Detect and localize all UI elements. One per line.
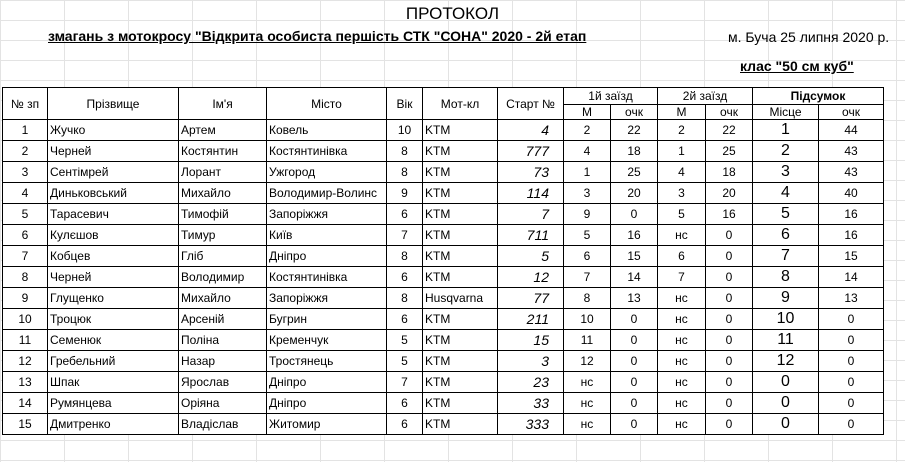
row-race2-place: нс (658, 393, 706, 414)
row-surname: Черней (48, 141, 179, 162)
row-race1-place: нс (564, 414, 611, 435)
row-race2-points: 22 (706, 120, 753, 141)
row-name: Поліна (179, 330, 267, 351)
col-total: Підсумок (753, 88, 884, 105)
row-city: Житомир (267, 414, 387, 435)
row-age: 6 (387, 414, 423, 435)
row-num: 1 (3, 120, 48, 141)
row-age: 8 (387, 246, 423, 267)
row-final-place: 8 (753, 267, 819, 288)
row-race2-points: 16 (706, 204, 753, 225)
row-city: Запоріжжя (267, 204, 387, 225)
row-final-place: 2 (753, 141, 819, 162)
row-race1-points: 0 (611, 204, 658, 225)
table-row (3, 330, 884, 351)
row-start-number: 7 (498, 204, 564, 225)
row-age: 6 (387, 393, 423, 414)
table-row (3, 372, 884, 393)
row-race1-points: 0 (611, 330, 658, 351)
row-moto: KTM (423, 351, 498, 372)
row-total-points: 13 (819, 288, 884, 309)
row-race2-place: нс (658, 288, 706, 309)
row-moto: KTM (423, 309, 498, 330)
row-moto: KTM (423, 141, 498, 162)
row-total-points: 16 (819, 204, 884, 225)
row-final-place: 3 (753, 162, 819, 183)
row-race1-points: 16 (611, 225, 658, 246)
row-num: 6 (3, 225, 48, 246)
row-city: Бугрин (267, 309, 387, 330)
row-name: Владіслав (179, 414, 267, 435)
row-surname: Дмитренко (48, 414, 179, 435)
row-num: 2 (3, 141, 48, 162)
row-start-number: 73 (498, 162, 564, 183)
row-city: Ужгород (267, 162, 387, 183)
row-num: 11 (3, 330, 48, 351)
row-race1-place: 10 (564, 309, 611, 330)
row-city: Дніпро (267, 372, 387, 393)
row-start-number: 711 (498, 225, 564, 246)
table-row (3, 225, 884, 246)
row-race2-place: 1 (658, 141, 706, 162)
table-row (3, 351, 884, 372)
row-num: 7 (3, 246, 48, 267)
row-name: Назар (179, 351, 267, 372)
col-city: Місто (267, 88, 387, 120)
row-race1-points: 0 (611, 393, 658, 414)
col-age: Вік (387, 88, 423, 120)
row-moto: KTM (423, 330, 498, 351)
row-start-number: 77 (498, 288, 564, 309)
row-race1-points: 14 (611, 267, 658, 288)
row-final-place: 9 (753, 288, 819, 309)
row-race2-place: нс (658, 414, 706, 435)
row-start-number: 3 (498, 351, 564, 372)
row-race2-place: нс (658, 330, 706, 351)
row-moto: KTM (423, 372, 498, 393)
row-race1-points: 0 (611, 351, 658, 372)
table-row (3, 393, 884, 414)
row-race1-points: 13 (611, 288, 658, 309)
row-city: Тростянець (267, 351, 387, 372)
row-surname: Шпак (48, 372, 179, 393)
row-race1-place: 8 (564, 288, 611, 309)
row-surname: Черней (48, 267, 179, 288)
row-name: Тимур (179, 225, 267, 246)
row-surname: Диньковський (48, 183, 179, 204)
page-title: ПРОТОКОЛ (405, 4, 500, 23)
row-race1-place: 12 (564, 351, 611, 372)
row-num: 3 (3, 162, 48, 183)
row-total-points: 43 (819, 141, 884, 162)
col-total-pts: очк (819, 105, 884, 120)
row-moto: Husqvarna (423, 288, 498, 309)
row-surname: Кулєшов (48, 225, 179, 246)
row-city: Київ (267, 225, 387, 246)
row-final-place: 5 (753, 204, 819, 225)
col-race2-pts: очк (706, 105, 753, 120)
row-race2-points: 0 (706, 372, 753, 393)
row-moto: KTM (423, 204, 498, 225)
row-race2-points: 0 (706, 309, 753, 330)
row-race1-points: 15 (611, 246, 658, 267)
row-surname: Семенюк (48, 330, 179, 351)
row-surname: Гребельний (48, 351, 179, 372)
row-moto: KTM (423, 225, 498, 246)
row-total-points: 16 (819, 225, 884, 246)
row-race2-points: 0 (706, 351, 753, 372)
row-name: Костянтин (179, 141, 267, 162)
row-city: Запоріжжя (267, 288, 387, 309)
row-surname: Румянцева (48, 393, 179, 414)
row-age: 8 (387, 288, 423, 309)
row-moto: KTM (423, 393, 498, 414)
row-race2-place: нс (658, 351, 706, 372)
table-row (3, 141, 884, 162)
date-place: м. Буча 25 липня 2020 р. (728, 29, 890, 45)
row-race2-points: 0 (706, 330, 753, 351)
row-num: 8 (3, 267, 48, 288)
col-start: Старт № (498, 88, 564, 120)
table-row (3, 246, 884, 267)
row-race1-points: 0 (611, 372, 658, 393)
row-race2-place: 2 (658, 120, 706, 141)
row-name: Володимир (179, 267, 267, 288)
row-city: Дніпро (267, 393, 387, 414)
row-final-place: 10 (753, 309, 819, 330)
row-race2-place: 5 (658, 204, 706, 225)
row-age: 6 (387, 204, 423, 225)
row-moto: KTM (423, 183, 498, 204)
row-race2-place: нс (658, 225, 706, 246)
table-row (3, 183, 884, 204)
table-row (3, 162, 884, 183)
row-city: Кременчук (267, 330, 387, 351)
row-race2-place: нс (658, 372, 706, 393)
row-race2-place: 7 (658, 267, 706, 288)
col-total-place: Місце (753, 105, 819, 120)
table-row (3, 414, 884, 435)
row-surname: Глущенко (48, 288, 179, 309)
row-age: 8 (387, 162, 423, 183)
row-final-place: 6 (753, 225, 819, 246)
col-race2: 2й заїзд (658, 88, 753, 105)
row-city: Костянтинівка (267, 141, 387, 162)
row-name: Лорант (179, 162, 267, 183)
col-race2-m: М (658, 105, 706, 120)
row-age: 5 (387, 351, 423, 372)
row-race2-points: 20 (706, 183, 753, 204)
col-race1: 1й заїзд (564, 88, 658, 105)
row-start-number: 4 (498, 120, 564, 141)
table-row (3, 204, 884, 225)
row-start-number: 12 (498, 267, 564, 288)
row-final-place: 12 (753, 351, 819, 372)
row-age: 6 (387, 309, 423, 330)
row-race1-points: 25 (611, 162, 658, 183)
row-start-number: 333 (498, 414, 564, 435)
row-race1-points: 0 (611, 309, 658, 330)
row-race1-points: 0 (611, 414, 658, 435)
row-surname: Сентімрей (48, 162, 179, 183)
row-race2-place: 4 (658, 162, 706, 183)
row-name: Михайло (179, 288, 267, 309)
row-race2-points: 25 (706, 141, 753, 162)
row-race1-place: нс (564, 393, 611, 414)
row-race2-points: 0 (706, 225, 753, 246)
col-moto: Мот-кл (423, 88, 498, 120)
row-num: 12 (3, 351, 48, 372)
col-num: № зп (3, 88, 48, 120)
row-total-points: 44 (819, 120, 884, 141)
row-name: Оріяна (179, 393, 267, 414)
row-race1-points: 20 (611, 183, 658, 204)
row-final-place: 11 (753, 330, 819, 351)
row-final-place: 0 (753, 393, 819, 414)
row-age: 7 (387, 372, 423, 393)
row-total-points: 40 (819, 183, 884, 204)
row-total-points: 0 (819, 393, 884, 414)
row-num: 5 (3, 204, 48, 225)
row-surname: Жучко (48, 120, 179, 141)
row-start-number: 211 (498, 309, 564, 330)
row-moto: KTM (423, 414, 498, 435)
row-city: Костянтинівка (267, 267, 387, 288)
col-name: Ім'я (179, 88, 267, 120)
row-race1-place: нс (564, 372, 611, 393)
row-surname: Кобцев (48, 246, 179, 267)
row-total-points: 14 (819, 267, 884, 288)
row-start-number: 23 (498, 372, 564, 393)
row-age: 6 (387, 267, 423, 288)
row-start-number: 114 (498, 183, 564, 204)
row-race1-place: 3 (564, 183, 611, 204)
row-num: 4 (3, 183, 48, 204)
row-name: Арсеній (179, 309, 267, 330)
row-race1-place: 1 (564, 162, 611, 183)
header-row-top (3, 88, 884, 105)
row-num: 15 (3, 414, 48, 435)
row-start-number: 15 (498, 330, 564, 351)
row-age: 9 (387, 183, 423, 204)
row-name: Михайло (179, 183, 267, 204)
row-name: Тимофій (179, 204, 267, 225)
row-age: 8 (387, 141, 423, 162)
competition-subtitle: змагань з мотокросу "Відкрита особиста першість СТК "СОНА" 2020 - 2й етап (48, 28, 587, 44)
row-total-points: 0 (819, 372, 884, 393)
row-moto: KTM (423, 162, 498, 183)
row-city: Ковель (267, 120, 387, 141)
row-start-number: 777 (498, 141, 564, 162)
row-race1-place: 7 (564, 267, 611, 288)
row-race1-place: 5 (564, 225, 611, 246)
row-race1-place: 9 (564, 204, 611, 225)
table-row (3, 120, 884, 141)
row-num: 10 (3, 309, 48, 330)
row-surname: Тарасевич (48, 204, 179, 225)
row-race2-points: 0 (706, 246, 753, 267)
row-num: 14 (3, 393, 48, 414)
row-city: Володимир-Волинс (267, 183, 387, 204)
row-name: Гліб (179, 246, 267, 267)
row-race2-points: 0 (706, 288, 753, 309)
row-total-points: 0 (819, 330, 884, 351)
row-final-place: 7 (753, 246, 819, 267)
row-race2-points: 0 (706, 267, 753, 288)
class-label: клас "50 см куб" (740, 58, 854, 74)
row-race2-points: 0 (706, 393, 753, 414)
row-total-points: 0 (819, 309, 884, 330)
row-race2-place: 6 (658, 246, 706, 267)
row-total-points: 0 (819, 351, 884, 372)
row-final-place: 4 (753, 183, 819, 204)
row-surname: Троцюк (48, 309, 179, 330)
row-final-place: 0 (753, 414, 819, 435)
row-num: 9 (3, 288, 48, 309)
row-total-points: 15 (819, 246, 884, 267)
row-name: Артем (179, 120, 267, 141)
row-race1-place: 4 (564, 141, 611, 162)
row-start-number: 33 (498, 393, 564, 414)
row-final-place: 0 (753, 372, 819, 393)
table-row (3, 288, 884, 309)
col-race1-pts: очк (611, 105, 658, 120)
row-race2-points: 18 (706, 162, 753, 183)
row-final-place: 1 (753, 120, 819, 141)
results-table (2, 87, 884, 435)
row-name: Ярослав (179, 372, 267, 393)
col-race1-m: М (564, 105, 611, 120)
row-age: 5 (387, 330, 423, 351)
row-race2-points: 0 (706, 414, 753, 435)
row-race1-points: 18 (611, 141, 658, 162)
row-age: 10 (387, 120, 423, 141)
table-row (3, 267, 884, 288)
row-moto: KTM (423, 120, 498, 141)
row-race1-points: 22 (611, 120, 658, 141)
row-race2-place: 3 (658, 183, 706, 204)
col-surname: Прізвище (48, 88, 179, 120)
row-start-number: 5 (498, 246, 564, 267)
row-moto: KTM (423, 267, 498, 288)
row-race1-place: 6 (564, 246, 611, 267)
row-race1-place: 11 (564, 330, 611, 351)
row-race2-place: нс (658, 309, 706, 330)
row-city: Дніпро (267, 246, 387, 267)
row-num: 13 (3, 372, 48, 393)
row-total-points: 43 (819, 162, 884, 183)
row-race1-place: 2 (564, 120, 611, 141)
row-total-points: 0 (819, 414, 884, 435)
row-age: 7 (387, 225, 423, 246)
row-moto: KTM (423, 246, 498, 267)
table-row (3, 309, 884, 330)
